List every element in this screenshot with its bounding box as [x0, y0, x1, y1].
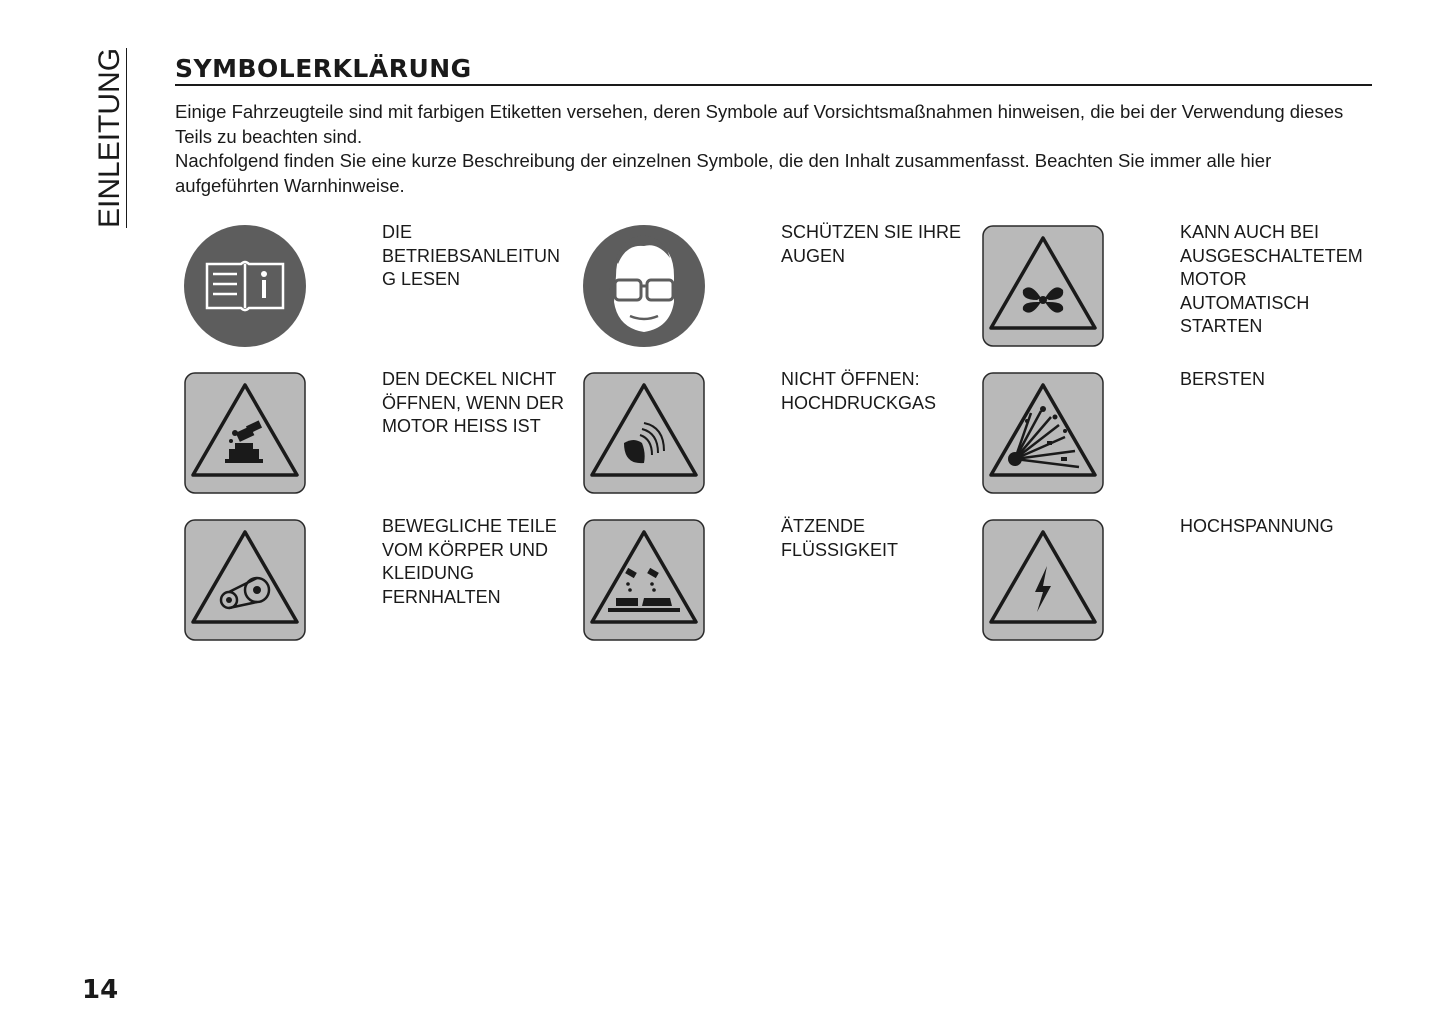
- symbol-label: HOCHSPANNUNG: [1180, 516, 1334, 536]
- section-tab-label: EINLEITUNG: [93, 47, 126, 228]
- symbol-label: KANN AUCH BEI AUSGESCHALTETEM MOTOR AUTOMATISCH STARTEN: [1180, 222, 1363, 336]
- fan-warning-icon: [981, 224, 1105, 348]
- eye-protection-icon: [582, 224, 706, 348]
- symbol-label: DEN DECKEL NICHT ÖFFNEN, WENN DER MOTOR HEISS IST: [382, 369, 564, 436]
- symbol-label: SCHÜTZEN SIE IHRE AUGEN: [781, 222, 962, 266]
- intro-paragraph: Nachfolgend finden Sie eine kurze Beschreibung der einzelnen Symbole, die den Inhalt zusammenfasst. Beachten Sie immer alle hier aufgeführten Warnhinweise.: [175, 150, 1272, 196]
- symbol-label: ÄTZENDE FLÜSSIGKEIT: [781, 516, 899, 560]
- moving-parts-warning-icon: [183, 518, 307, 642]
- symbol-label: BEWEGLICHE TEILE VOM KÖRPER UND KLEIDUNG FERNHALTEN: [382, 516, 557, 607]
- page-number: 14: [82, 975, 119, 1005]
- high-voltage-warning-icon: [981, 518, 1105, 642]
- explosion-warning-icon: [981, 371, 1105, 495]
- page-title: SYMBOLERKLÄRUNG: [175, 54, 1372, 86]
- hot-cap-warning-icon: [183, 371, 307, 495]
- intro-text: [175, 100, 1375, 198]
- symbol-label: DIE BETRIEBSANLEITUN G LESEN: [382, 222, 561, 289]
- pressure-gas-warning-icon: [582, 371, 706, 495]
- corrosive-warning-icon: [582, 518, 706, 642]
- symbol-label: BERSTEN: [1180, 369, 1266, 389]
- symbol-label: NICHT ÖFFNEN: HOCHDRUCKGAS: [781, 369, 937, 413]
- read-manual-icon: [183, 224, 307, 348]
- intro-paragraph: Einige Fahrzeugteile sind mit farbigen Etiketten versehen, deren Symbole auf Vorsichtsmaßnahmen hinweisen, die bei der Verwendung dieses Teils zu beachten sind.: [175, 101, 1344, 147]
- section-tab: [90, 42, 130, 232]
